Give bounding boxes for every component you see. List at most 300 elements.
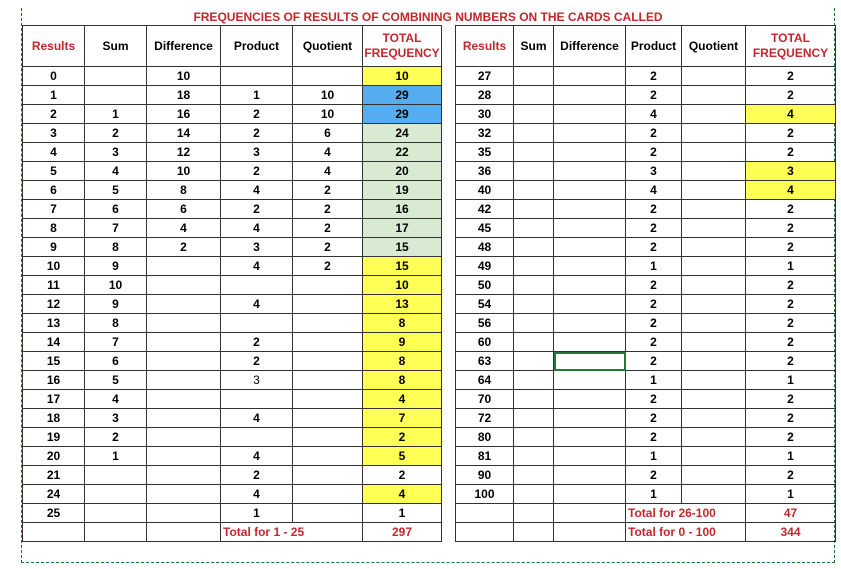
quotient-cell[interactable]: [293, 390, 363, 409]
results-cell[interactable]: 6: [23, 181, 85, 200]
results-cell[interactable]: 50: [456, 276, 514, 295]
product-cell[interactable]: 4: [221, 447, 293, 466]
sum-cell[interactable]: 5: [85, 181, 147, 200]
difference-cell[interactable]: [147, 504, 221, 523]
quotient-cell[interactable]: [682, 124, 746, 143]
quotient-cell[interactable]: [682, 333, 746, 352]
product-cell[interactable]: 2: [626, 219, 682, 238]
quotient-cell[interactable]: [682, 295, 746, 314]
total-frequency-cell[interactable]: 5: [363, 447, 442, 466]
product-cell[interactable]: 2: [626, 200, 682, 219]
results-cell[interactable]: 30: [456, 105, 514, 124]
difference-cell[interactable]: [554, 428, 626, 447]
total-label[interactable]: Total for 0 - 100: [626, 523, 746, 542]
product-cell[interactable]: 1: [221, 504, 293, 523]
total-frequency-cell[interactable]: 2: [746, 352, 836, 371]
sum-cell[interactable]: 9: [85, 257, 147, 276]
results-cell[interactable]: 80: [456, 428, 514, 447]
results-cell[interactable]: 28: [456, 86, 514, 105]
total-frequency-cell[interactable]: 4: [363, 485, 442, 504]
product-cell[interactable]: 2: [221, 333, 293, 352]
difference-cell[interactable]: [147, 314, 221, 333]
difference-cell[interactable]: [554, 314, 626, 333]
difference-cell[interactable]: [554, 105, 626, 124]
results-cell[interactable]: 4: [23, 143, 85, 162]
difference-cell[interactable]: [147, 390, 221, 409]
quotient-cell[interactable]: [293, 447, 363, 466]
quotient-cell[interactable]: 4: [293, 162, 363, 181]
results-cell[interactable]: 56: [456, 314, 514, 333]
results-cell[interactable]: [456, 523, 514, 542]
results-cell[interactable]: 36: [456, 162, 514, 181]
results-cell[interactable]: 60: [456, 333, 514, 352]
product-cell[interactable]: 1: [221, 86, 293, 105]
quotient-cell[interactable]: [682, 485, 746, 504]
results-cell[interactable]: 27: [456, 67, 514, 86]
difference-cell[interactable]: [147, 466, 221, 485]
difference-header[interactable]: Difference: [554, 26, 626, 67]
results-cell[interactable]: 19: [23, 428, 85, 447]
quotient-cell[interactable]: 2: [293, 257, 363, 276]
total-frequency-cell[interactable]: 4: [746, 181, 836, 200]
difference-cell[interactable]: [554, 162, 626, 181]
difference-cell[interactable]: [554, 181, 626, 200]
product-cell[interactable]: 2: [626, 143, 682, 162]
results-cell[interactable]: 25: [23, 504, 85, 523]
total-value[interactable]: 47: [746, 504, 836, 523]
product-cell[interactable]: 1: [626, 447, 682, 466]
sum-cell[interactable]: [514, 485, 554, 504]
product-cell[interactable]: 2: [626, 86, 682, 105]
results-cell[interactable]: 32: [456, 124, 514, 143]
sum-header[interactable]: Sum: [85, 26, 147, 67]
difference-cell[interactable]: [554, 143, 626, 162]
results-header[interactable]: Results: [23, 26, 85, 67]
sum-cell[interactable]: [514, 181, 554, 200]
total-frequency-cell[interactable]: 1: [363, 504, 442, 523]
quotient-cell[interactable]: 2: [293, 219, 363, 238]
results-cell[interactable]: 54: [456, 295, 514, 314]
total-frequency-cell[interactable]: 1: [746, 447, 836, 466]
product-cell[interactable]: 2: [221, 466, 293, 485]
total-frequency-header[interactable]: [363, 26, 442, 67]
sum-cell[interactable]: [514, 162, 554, 181]
results-cell[interactable]: 48: [456, 238, 514, 257]
quotient-cell[interactable]: [682, 409, 746, 428]
sum-cell[interactable]: [514, 124, 554, 143]
total-frequency-cell[interactable]: 29: [363, 105, 442, 124]
quotient-cell[interactable]: [682, 428, 746, 447]
total-frequency-cell[interactable]: 2: [746, 200, 836, 219]
total-frequency-cell[interactable]: 1: [746, 371, 836, 390]
difference-cell[interactable]: 12: [147, 143, 221, 162]
product-cell[interactable]: 4: [221, 485, 293, 504]
quotient-cell[interactable]: [682, 86, 746, 105]
product-cell[interactable]: 2: [221, 105, 293, 124]
sum-cell[interactable]: [514, 314, 554, 333]
total-frequency-cell[interactable]: 10: [363, 67, 442, 86]
results-cell[interactable]: 17: [23, 390, 85, 409]
results-cell[interactable]: 49: [456, 257, 514, 276]
product-cell[interactable]: 2: [221, 124, 293, 143]
quotient-cell[interactable]: [682, 447, 746, 466]
sum-cell[interactable]: 1: [85, 447, 147, 466]
sum-cell[interactable]: 3: [85, 143, 147, 162]
difference-cell[interactable]: 10: [147, 67, 221, 86]
product-cell[interactable]: 2: [626, 409, 682, 428]
total-frequency-cell[interactable]: 13: [363, 295, 442, 314]
sum-cell[interactable]: 5: [85, 371, 147, 390]
quotient-cell[interactable]: 6: [293, 124, 363, 143]
product-cell[interactable]: 2: [626, 124, 682, 143]
results-cell[interactable]: 45: [456, 219, 514, 238]
product-cell[interactable]: [221, 67, 293, 86]
total-frequency-cell[interactable]: 8: [363, 314, 442, 333]
total-frequency-cell[interactable]: 2: [746, 238, 836, 257]
sum-cell[interactable]: [85, 523, 147, 542]
product-cell[interactable]: 4: [221, 181, 293, 200]
product-cell[interactable]: 2: [626, 314, 682, 333]
total-frequency-cell[interactable]: 2: [746, 390, 836, 409]
sum-cell[interactable]: [514, 86, 554, 105]
quotient-cell[interactable]: [682, 276, 746, 295]
sum-cell[interactable]: [514, 238, 554, 257]
product-header[interactable]: Product: [626, 26, 682, 67]
total-frequency-cell[interactable]: 10: [363, 276, 442, 295]
difference-cell[interactable]: [554, 447, 626, 466]
total-frequency-cell[interactable]: 9: [363, 333, 442, 352]
results-cell[interactable]: 24: [23, 485, 85, 504]
difference-cell[interactable]: [554, 333, 626, 352]
quotient-cell[interactable]: [682, 371, 746, 390]
product-cell[interactable]: 3: [221, 238, 293, 257]
difference-cell[interactable]: [147, 352, 221, 371]
results-cell[interactable]: 70: [456, 390, 514, 409]
total-frequency-cell[interactable]: 20: [363, 162, 442, 181]
results-cell[interactable]: 42: [456, 200, 514, 219]
sum-cell[interactable]: [85, 504, 147, 523]
difference-cell[interactable]: 6: [147, 200, 221, 219]
quotient-cell[interactable]: [293, 485, 363, 504]
quotient-header[interactable]: Quotient: [682, 26, 746, 67]
sum-cell[interactable]: [514, 409, 554, 428]
results-cell[interactable]: 100: [456, 485, 514, 504]
sum-cell[interactable]: [514, 333, 554, 352]
sum-cell[interactable]: 9: [85, 295, 147, 314]
results-cell[interactable]: 81: [456, 447, 514, 466]
difference-cell[interactable]: [147, 371, 221, 390]
product-cell[interactable]: 1: [626, 485, 682, 504]
difference-cell[interactable]: 18: [147, 86, 221, 105]
quotient-cell[interactable]: [293, 314, 363, 333]
difference-cell[interactable]: [554, 371, 626, 390]
difference-cell[interactable]: [147, 295, 221, 314]
product-cell[interactable]: 2: [221, 352, 293, 371]
product-cell[interactable]: 4: [221, 409, 293, 428]
quotient-cell[interactable]: 2: [293, 238, 363, 257]
results-cell[interactable]: 12: [23, 295, 85, 314]
total-frequency-cell[interactable]: 2: [746, 143, 836, 162]
total-frequency-cell[interactable]: 2: [746, 314, 836, 333]
total-frequency-cell[interactable]: 2: [746, 219, 836, 238]
total-frequency-cell[interactable]: 3: [746, 162, 836, 181]
difference-cell[interactable]: [147, 447, 221, 466]
quotient-cell[interactable]: 10: [293, 105, 363, 124]
results-cell[interactable]: 3: [23, 124, 85, 143]
sum-cell[interactable]: [514, 295, 554, 314]
total-value[interactable]: 344: [746, 523, 836, 542]
total-frequency-cell[interactable]: 2: [746, 466, 836, 485]
difference-cell[interactable]: [554, 295, 626, 314]
quotient-cell[interactable]: [682, 67, 746, 86]
sum-cell[interactable]: [514, 523, 554, 542]
results-cell[interactable]: 20: [23, 447, 85, 466]
sum-cell[interactable]: [85, 67, 147, 86]
quotient-cell[interactable]: [682, 162, 746, 181]
product-cell[interactable]: 2: [221, 200, 293, 219]
product-cell[interactable]: 1: [626, 371, 682, 390]
difference-cell[interactable]: [554, 390, 626, 409]
sum-cell[interactable]: [514, 466, 554, 485]
difference-cell[interactable]: [147, 523, 221, 542]
results-header[interactable]: Results: [456, 26, 514, 67]
difference-cell[interactable]: 2: [147, 238, 221, 257]
product-cell[interactable]: 4: [221, 219, 293, 238]
sum-cell[interactable]: [514, 428, 554, 447]
product-cell[interactable]: 2: [626, 352, 682, 371]
total-frequency-cell[interactable]: 2: [363, 428, 442, 447]
total-frequency-cell[interactable]: 2: [746, 124, 836, 143]
total-frequency-cell[interactable]: 2: [363, 466, 442, 485]
quotient-header[interactable]: Quotient: [293, 26, 363, 67]
difference-header[interactable]: Difference: [147, 26, 221, 67]
sum-cell[interactable]: [85, 485, 147, 504]
sum-cell[interactable]: [514, 219, 554, 238]
product-cell[interactable]: 2: [626, 67, 682, 86]
quotient-cell[interactable]: [682, 143, 746, 162]
total-value[interactable]: 297: [363, 523, 442, 542]
sum-cell[interactable]: [514, 504, 554, 523]
difference-cell[interactable]: [147, 333, 221, 352]
total-frequency-cell[interactable]: 2: [746, 295, 836, 314]
quotient-cell[interactable]: 4: [293, 143, 363, 162]
results-cell[interactable]: [23, 523, 85, 542]
total-frequency-cell[interactable]: 7: [363, 409, 442, 428]
quotient-cell[interactable]: [682, 105, 746, 124]
product-cell[interactable]: [221, 314, 293, 333]
product-cell[interactable]: [221, 390, 293, 409]
quotient-cell[interactable]: [682, 181, 746, 200]
product-cell[interactable]: 2: [626, 333, 682, 352]
quotient-cell[interactable]: [293, 466, 363, 485]
results-cell[interactable]: 14: [23, 333, 85, 352]
product-cell[interactable]: [221, 428, 293, 447]
sum-cell[interactable]: 2: [85, 124, 147, 143]
results-cell[interactable]: 72: [456, 409, 514, 428]
quotient-cell[interactable]: [682, 390, 746, 409]
product-cell[interactable]: 3: [626, 162, 682, 181]
product-cell[interactable]: 4: [221, 257, 293, 276]
difference-cell[interactable]: [554, 276, 626, 295]
difference-cell[interactable]: [554, 485, 626, 504]
sum-cell[interactable]: [514, 447, 554, 466]
sum-cell[interactable]: 10: [85, 276, 147, 295]
total-frequency-cell[interactable]: 1: [746, 485, 836, 504]
sum-cell[interactable]: [514, 390, 554, 409]
quotient-cell[interactable]: [682, 200, 746, 219]
results-cell[interactable]: 10: [23, 257, 85, 276]
sum-cell[interactable]: 7: [85, 219, 147, 238]
total-frequency-cell[interactable]: 17: [363, 219, 442, 238]
results-cell[interactable]: 5: [23, 162, 85, 181]
quotient-cell[interactable]: [682, 257, 746, 276]
quotient-cell[interactable]: [682, 238, 746, 257]
results-cell[interactable]: 2: [23, 105, 85, 124]
product-cell[interactable]: 4: [626, 181, 682, 200]
sum-cell[interactable]: 6: [85, 200, 147, 219]
results-cell[interactable]: 90: [456, 466, 514, 485]
total-frequency-cell[interactable]: 2: [746, 333, 836, 352]
sum-cell[interactable]: [514, 276, 554, 295]
quotient-cell[interactable]: 2: [293, 181, 363, 200]
sum-cell[interactable]: 4: [85, 162, 147, 181]
product-cell[interactable]: 2: [626, 428, 682, 447]
sum-cell[interactable]: [514, 371, 554, 390]
product-cell[interactable]: 1: [626, 257, 682, 276]
sum-cell[interactable]: 4: [85, 390, 147, 409]
results-cell[interactable]: 13: [23, 314, 85, 333]
sum-cell[interactable]: [85, 86, 147, 105]
product-header[interactable]: Product: [221, 26, 293, 67]
difference-cell[interactable]: [554, 523, 626, 542]
product-cell[interactable]: 2: [626, 295, 682, 314]
difference-cell[interactable]: [554, 67, 626, 86]
total-label[interactable]: Total for 1 - 25: [221, 523, 363, 542]
results-cell[interactable]: 40: [456, 181, 514, 200]
results-cell[interactable]: 8: [23, 219, 85, 238]
sum-cell[interactable]: 6: [85, 352, 147, 371]
difference-cell[interactable]: [147, 485, 221, 504]
results-cell[interactable]: 1: [23, 86, 85, 105]
quotient-cell[interactable]: [293, 352, 363, 371]
total-frequency-cell[interactable]: 2: [746, 67, 836, 86]
quotient-cell[interactable]: [293, 371, 363, 390]
results-cell[interactable]: 16: [23, 371, 85, 390]
product-cell[interactable]: 2: [626, 390, 682, 409]
difference-cell[interactable]: [147, 409, 221, 428]
sum-header[interactable]: Sum: [514, 26, 554, 67]
quotient-cell[interactable]: [293, 409, 363, 428]
difference-cell[interactable]: 4: [147, 219, 221, 238]
quotient-cell[interactable]: [293, 504, 363, 523]
total-frequency-cell[interactable]: 2: [746, 428, 836, 447]
product-cell[interactable]: 3: [221, 143, 293, 162]
total-frequency-cell[interactable]: 24: [363, 124, 442, 143]
sum-cell[interactable]: 8: [85, 314, 147, 333]
product-cell[interactable]: 2: [626, 466, 682, 485]
quotient-cell[interactable]: [293, 333, 363, 352]
difference-cell[interactable]: 14: [147, 124, 221, 143]
sum-cell[interactable]: [514, 67, 554, 86]
total-frequency-cell[interactable]: 8: [363, 352, 442, 371]
sum-cell[interactable]: 7: [85, 333, 147, 352]
quotient-cell[interactable]: [293, 428, 363, 447]
total-label[interactable]: Total for 26-100: [626, 504, 746, 523]
results-cell[interactable]: 7: [23, 200, 85, 219]
difference-cell[interactable]: [554, 124, 626, 143]
quotient-cell[interactable]: 10: [293, 86, 363, 105]
quotient-cell[interactable]: 2: [293, 200, 363, 219]
product-cell[interactable]: 2: [221, 162, 293, 181]
product-cell[interactable]: [221, 276, 293, 295]
difference-cell[interactable]: 8: [147, 181, 221, 200]
quotient-cell[interactable]: [293, 276, 363, 295]
total-frequency-cell[interactable]: 1: [746, 257, 836, 276]
quotient-cell[interactable]: [682, 352, 746, 371]
sum-cell[interactable]: [514, 352, 554, 371]
quotient-cell[interactable]: [682, 466, 746, 485]
sum-cell[interactable]: 1: [85, 105, 147, 124]
product-cell[interactable]: 2: [626, 238, 682, 257]
total-frequency-cell[interactable]: 22: [363, 143, 442, 162]
difference-cell[interactable]: [554, 466, 626, 485]
difference-cell[interactable]: [554, 86, 626, 105]
results-cell[interactable]: 15: [23, 352, 85, 371]
results-cell[interactable]: 63: [456, 352, 514, 371]
product-cell[interactable]: 3: [221, 371, 293, 390]
sum-cell[interactable]: [514, 105, 554, 124]
difference-cell[interactable]: [147, 257, 221, 276]
sum-cell[interactable]: [85, 466, 147, 485]
results-cell[interactable]: 64: [456, 371, 514, 390]
total-frequency-cell[interactable]: 16: [363, 200, 442, 219]
sum-cell[interactable]: [514, 200, 554, 219]
quotient-cell[interactable]: [293, 295, 363, 314]
sum-cell[interactable]: [514, 257, 554, 276]
sum-cell[interactable]: 2: [85, 428, 147, 447]
results-cell[interactable]: 21: [23, 466, 85, 485]
total-frequency-cell[interactable]: 15: [363, 257, 442, 276]
results-cell[interactable]: 35: [456, 143, 514, 162]
total-frequency-cell[interactable]: 4: [363, 390, 442, 409]
product-cell[interactable]: 4: [221, 295, 293, 314]
total-frequency-cell[interactable]: 29: [363, 86, 442, 105]
difference-cell[interactable]: [554, 200, 626, 219]
results-cell[interactable]: 18: [23, 409, 85, 428]
difference-cell[interactable]: [554, 219, 626, 238]
total-frequency-cell[interactable]: 15: [363, 238, 442, 257]
results-cell[interactable]: 9: [23, 238, 85, 257]
results-cell[interactable]: [456, 504, 514, 523]
quotient-cell[interactable]: [682, 219, 746, 238]
difference-cell[interactable]: 10: [147, 162, 221, 181]
quotient-cell[interactable]: [682, 314, 746, 333]
difference-cell[interactable]: [147, 276, 221, 295]
product-cell[interactable]: 4: [626, 105, 682, 124]
total-frequency-cell[interactable]: 4: [746, 105, 836, 124]
results-cell[interactable]: 11: [23, 276, 85, 295]
total-frequency-cell[interactable]: 8: [363, 371, 442, 390]
difference-cell[interactable]: [147, 428, 221, 447]
total-frequency-cell[interactable]: 2: [746, 276, 836, 295]
sum-cell[interactable]: 3: [85, 409, 147, 428]
quotient-cell[interactable]: [293, 67, 363, 86]
total-frequency-header[interactable]: [746, 26, 836, 67]
difference-cell[interactable]: [554, 409, 626, 428]
difference-cell[interactable]: [554, 238, 626, 257]
difference-cell[interactable]: [554, 504, 626, 523]
difference-cell[interactable]: [554, 352, 626, 371]
